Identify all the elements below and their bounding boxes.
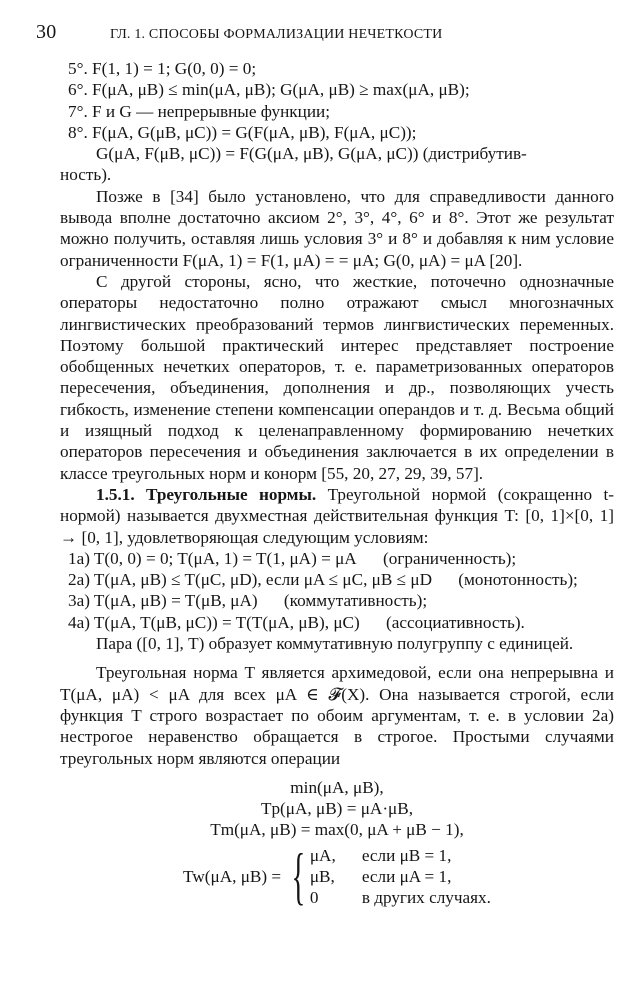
condition-note: (ограниченность); — [383, 548, 517, 568]
pair-semigroup-text: Пара ([0, 1], T) образует коммутативную полугруппу с единицей. — [96, 634, 574, 654]
condition-formula: 2a) T(μA, μB) ≤ T(μC, μD), если μA ≤ μC, μB ≤ μD — [68, 570, 432, 590]
axiom-8-second-line: G(μA, F(μB, μC)) = F(G(μA, μB), G(μA, μC)) (дистрибутив- — [96, 144, 527, 164]
case-row: 0 в других случаях. — [309, 887, 491, 907]
condition-formula: 3a) T(μA, μB) = T(μB, μA) — [68, 591, 258, 611]
definition-text: Треугольной нормой (сокращенно t-нормой) называется двухместная действительная функция T: [0, 1]×[0, 1] → [0, 1], удовлетворяющая следующим условиям: — [60, 484, 614, 547]
section-heading: 1.5.1. Треугольные нормы. — [96, 484, 317, 504]
archimedean-paragraph: Треугольная норма T является архимедовой, если она непрерывна и T(μA, μA) < μA для всех μA ∈ 𝓕(X). Она называется строгой, если функция T строго возрастает по обоим аргументам, т. е. в условии 2a) нестрогое неравенство обращается в строгое. Простыми случаями треугольных норм являются операции — [60, 663, 614, 768]
formula-min: min(μA, μB), — [290, 777, 384, 797]
axiom-8: 8°. F(μA, G(μB, μC)) = G(F(μA, μB), F(μA, μC)); — [68, 122, 417, 142]
condition-note: (ассоциативность). — [386, 612, 525, 632]
formula-lukasiewicz: Tm(μA, μB) = max(0, μA + μB − 1), — [210, 820, 464, 840]
weak-norm-lhs: Tw(μA, μB) = — [183, 866, 282, 886]
axiom-5: 5°. F(1, 1) = 1; G(0, 0) = 0; — [68, 59, 257, 78]
formula-product: Tp(μA, μB) = μA·μB, — [260, 799, 414, 819]
condition-2a — [60, 569, 614, 590]
axiom-7: 7°. F и G — непрерывные функции; — [68, 101, 330, 121]
paragraph-later-established: Позже в [34] было установлено, что для справедливости данного вывода вполне достаточно аксиом 2°, 3°, 4°, 6° и 8°. Этот же результат можно получить, оставляя лишь условия 3° и 8° и добавляя к ним условие ограниченности F(μA, 1) = F(1, μA) = = μA; G(0, μA) = μA [20]. — [60, 186, 614, 270]
axiom-tail: ность). — [60, 165, 112, 185]
running-title: ГЛ. 1. СПОСОБЫ ФОРМАЛИЗАЦИИ НЕЧЕТКОСТИ — [110, 27, 443, 42]
condition-1a — [60, 548, 614, 569]
condition-4a — [60, 612, 614, 633]
axiom-6: 6°. F(μA, μB) ≤ min(μA, μB); G(μA, μB) ≥ max(μA, μB); — [68, 80, 470, 100]
condition-formula: 4a) T(μA, T(μB, μC)) = T(T(μA, μB), μC) — [68, 612, 360, 632]
formula-block — [60, 777, 614, 841]
condition-note: (коммутативность); — [283, 591, 428, 611]
formula-weak-norm — [60, 840, 614, 912]
weak-norm-cases — [310, 845, 491, 908]
condition-formula: 1a) T(0, 0) = 0; T(μA, 1) = T(1, μA) = μA — [68, 548, 357, 568]
page-header — [36, 21, 614, 58]
paragraph-other-hand: С другой стороны, ясно, что жесткие, поточечно однозначные операторы недостаточно полно отражают смысл многозначных лингвистических преобразований термов лингвистических переменных. Поэтому большой практический интерес представляет построение обобщенных нечетких операторов, т. е. параметризованных операторов пересечения, объединения, дополнения и др., позволяющих учесть гибкость, изменение степени компенсации операндов и т. д. Весьма общий и изящный подход к целенаправленному формированию нечетких операторов пересечения и объединения заключается в их определении в классе треугольных норм и конорм [55, 20, 27, 29, 39, 57]. — [60, 271, 614, 483]
left-brace: { — [291, 840, 306, 912]
condition-note: (монотонность); — [458, 570, 578, 590]
definition-paragraph — [60, 484, 614, 548]
page-number: 30 — [36, 21, 57, 43]
case-row: μB, если μA = 1, — [309, 866, 452, 886]
case-row: μA, если μB = 1, — [309, 845, 452, 865]
condition-3a — [60, 590, 614, 611]
